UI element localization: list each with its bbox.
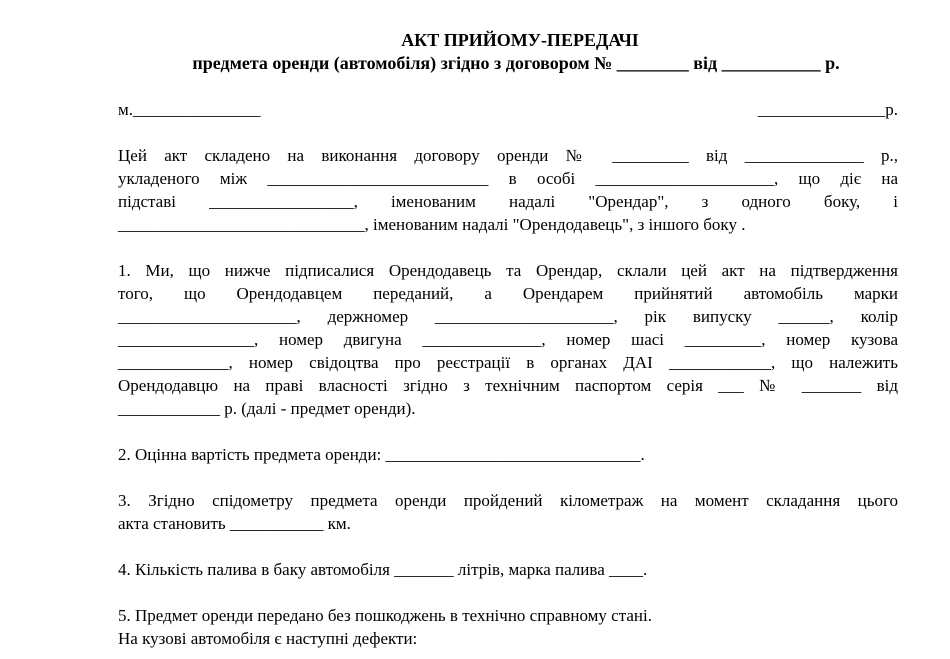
section-1-line: того, що Орендодавцем переданий, а Орендарем прийнятий автомобіль марки bbox=[118, 284, 898, 303]
intro-line: _____________________________, іменованим надалі "Орендодавець", з іншого боку . bbox=[118, 215, 746, 234]
section-2: 2. Оцінна вартість предмета оренди: ______________________________. bbox=[118, 445, 645, 464]
place-date-row bbox=[118, 98, 898, 121]
document-title: АКТ ПРИЙОМУ-ПЕРЕДАЧІ bbox=[401, 30, 639, 50]
intro-line: укладеного між __________________________ в особі _____________________, що діє на bbox=[118, 169, 898, 188]
section-1-line: _____________, номер свідоцтва про реєстрації в органах ДАІ ____________, що належить bbox=[118, 353, 898, 372]
section-1-line: 1. Ми, що нижче підписалися Орендодавець та Орендар, склали цей акт на підтвердження bbox=[118, 261, 898, 280]
intro-line: підставі _________________, іменованим надалі "Орендар", з одного боку, і bbox=[118, 192, 898, 211]
section-5-line: На кузові автомобіля є наступні дефекти: bbox=[118, 629, 418, 648]
intro-line: Цей акт складено на виконання договору оренди № _________ від ______________ р., bbox=[118, 146, 898, 165]
place-field[interactable]: м._______________ bbox=[118, 100, 261, 119]
date-field[interactable]: _______________р. bbox=[757, 100, 898, 119]
document-subtitle: предмета оренди (автомобіля) згідно з договором № ________ від ___________ р. bbox=[192, 53, 840, 73]
section-5-line: 5. Предмет оренди передано без пошкоджень в технічно справному стані. bbox=[118, 606, 652, 625]
section-1-line: ________________, номер двигуна ______________, номер шасі _________, номер кузова bbox=[118, 330, 898, 349]
section-3-line: акта становить ___________ км. bbox=[118, 514, 351, 533]
section-3-line: 3. Згідно спідометру предмета оренди пройдений кілометраж на момент складання цього bbox=[118, 491, 898, 510]
section-4: 4. Кількість палива в баку автомобіля _______ літрів, марка палива ____. bbox=[118, 560, 648, 579]
section-1-line: _____________________, держномер _____________________, рік випуску ______, колір bbox=[118, 307, 898, 326]
section-1-line: ____________ р. (далі - предмет оренди). bbox=[118, 399, 416, 418]
section-1-line: Орендодавцю на праві власності згідно з технічним паспортом серія ___ № _______ від bbox=[118, 376, 898, 395]
